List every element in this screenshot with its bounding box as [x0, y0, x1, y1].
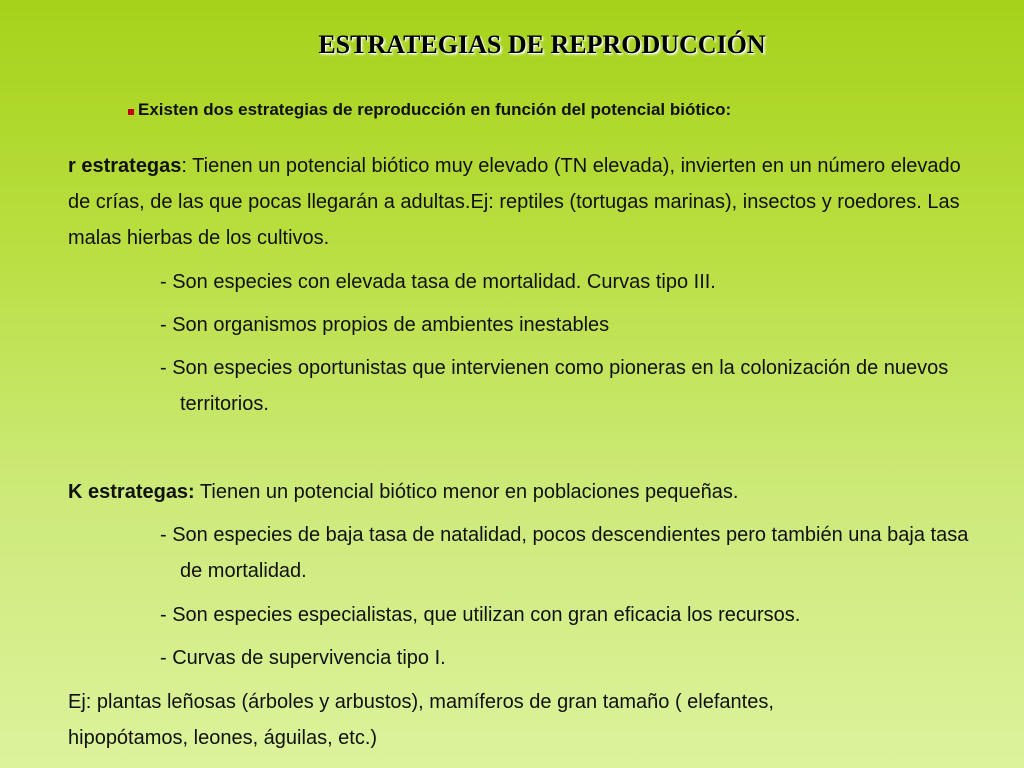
r-point-1: - Son especies con elevada tasa de mortalidad. Curvas tipo III.: [160, 271, 716, 293]
r-strategists-label: r estrategas: [68, 155, 182, 177]
k-point-3: - Curvas de supervivencia tipo I.: [160, 647, 446, 669]
square-bullet-icon: [128, 109, 134, 115]
k-strategists-label: K estrategas:: [68, 481, 195, 503]
k-point-1: - Son especies de baja tasa de natalidad, pocos descendientes pero también una baja tasa de mortalidad.: [160, 524, 969, 582]
r-strategists-paragraph: [68, 148, 978, 256]
k-point-2: - Son especies especialistas, que utilizan con gran eficacia los recursos.: [160, 604, 801, 626]
intro-line: [128, 100, 731, 120]
r-point-3: - Son especies oportunistas que intervienen como pioneras en la colonización de nuevos territorios.: [160, 357, 949, 415]
k-strategists-paragraph: [68, 474, 978, 510]
k-example: Ej: plantas leñosas (árboles y arbustos), mamíferos de gran tamaño ( elefantes, hipopótamos, leones, águilas, etc.): [68, 691, 774, 749]
intro-text: Existen dos estrategias de reproducción en función del potencial biótico:: [138, 100, 732, 119]
k-strategists-text: Tienen un potencial biótico menor en poblaciones pequeñas.: [194, 481, 739, 503]
r-strategists-text: : Tienen un potencial biótico muy elevado (TN elevada), invierten en un número elevado de crías, de las que pocas llegarán a adultas.Ej: reptiles (tortugas marinas), insectos y roedores. Las malas hierbas de los cultivos.: [68, 155, 961, 249]
slide-title: ESTRATEGIAS DE REPRODUCCIÓN: [318, 30, 766, 59]
r-point-2: - Son organismos propios de ambientes inestables: [160, 314, 610, 336]
